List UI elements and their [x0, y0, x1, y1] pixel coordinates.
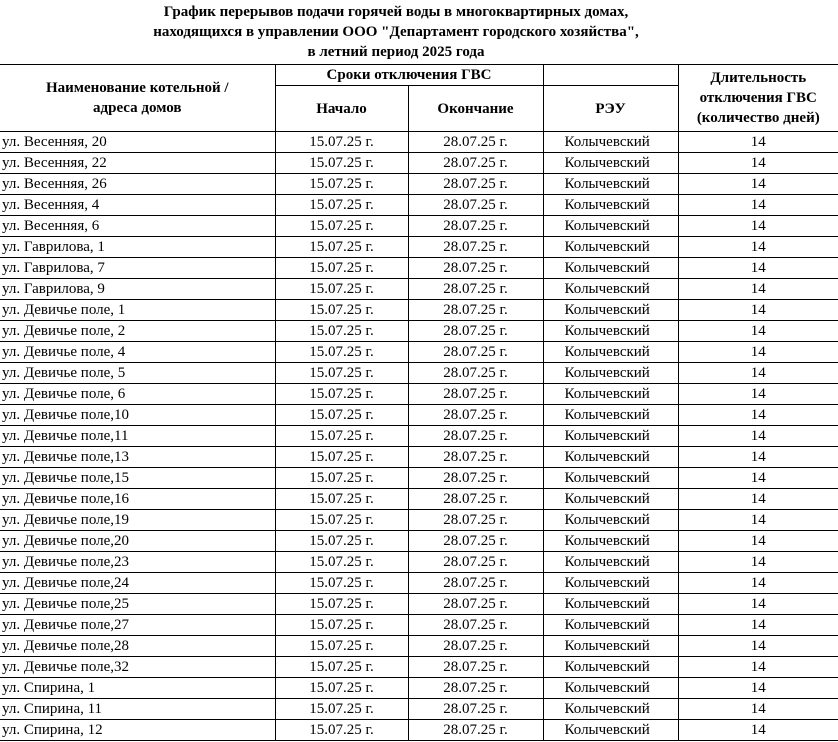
start-date-cell: 15.07.25 г.	[275, 615, 408, 636]
end-date-cell: 28.07.25 г.	[408, 531, 543, 552]
address-cell: ул. Девичье поле,20	[0, 531, 275, 552]
address-cell: ул. Девичье поле,16	[0, 489, 275, 510]
end-date-cell: 28.07.25 г.	[408, 300, 543, 321]
duration-cell: 14	[678, 384, 838, 405]
reu-cell: Колычевский	[543, 216, 678, 237]
duration-cell: 14	[678, 573, 838, 594]
reu-cell: Колычевский	[543, 699, 678, 720]
address-cell: ул. Гаврилова, 7	[0, 258, 275, 279]
end-date-cell: 28.07.25 г.	[408, 426, 543, 447]
duration-cell: 14	[678, 153, 838, 174]
start-date-cell: 15.07.25 г.	[275, 426, 408, 447]
end-date-cell: 28.07.25 г.	[408, 573, 543, 594]
duration-cell: 14	[678, 636, 838, 657]
reu-cell: Колычевский	[543, 636, 678, 657]
header-end: Окончание	[408, 86, 543, 132]
address-cell: ул. Девичье поле, 1	[0, 300, 275, 321]
end-date-cell: 28.07.25 г.	[408, 552, 543, 573]
address-cell: ул. Спирина, 1	[0, 678, 275, 699]
table-row	[0, 678, 838, 699]
duration-cell: 14	[678, 216, 838, 237]
start-date-cell: 15.07.25 г.	[275, 489, 408, 510]
title-line-3: в летний период 2025 года	[307, 44, 485, 60]
reu-cell: Колычевский	[543, 363, 678, 384]
table-row	[0, 489, 838, 510]
header-duration-line-1: Длительность	[710, 70, 807, 86]
end-date-cell: 28.07.25 г.	[408, 153, 543, 174]
duration-cell: 14	[678, 300, 838, 321]
end-date-cell: 28.07.25 г.	[408, 174, 543, 195]
end-date-cell: 28.07.25 г.	[408, 384, 543, 405]
header-start: Начало	[275, 86, 408, 132]
address-cell: ул. Весенняя, 6	[0, 216, 275, 237]
start-date-cell: 15.07.25 г.	[275, 405, 408, 426]
table-row	[0, 258, 838, 279]
reu-cell: Колычевский	[543, 510, 678, 531]
address-cell: ул. Спирина, 12	[0, 720, 275, 741]
end-date-cell: 28.07.25 г.	[408, 468, 543, 489]
reu-cell: Колычевский	[543, 258, 678, 279]
document-title	[0, 0, 792, 62]
table-row	[0, 237, 838, 258]
start-date-cell: 15.07.25 г.	[275, 720, 408, 741]
header-duration	[678, 65, 838, 132]
duration-cell: 14	[678, 342, 838, 363]
table-row	[0, 426, 838, 447]
table-row	[0, 300, 838, 321]
reu-cell: Колычевский	[543, 552, 678, 573]
reu-cell: Колычевский	[543, 195, 678, 216]
end-date-cell: 28.07.25 г.	[408, 699, 543, 720]
duration-cell: 14	[678, 237, 838, 258]
header-name-line-1: Наименование котельной /	[45, 80, 229, 96]
end-date-cell: 28.07.25 г.	[408, 594, 543, 615]
table-row	[0, 132, 838, 153]
end-date-cell: 28.07.25 г.	[408, 615, 543, 636]
header-duration-line-3: (количество дней)	[696, 110, 820, 126]
header-name-line-2: адреса домов	[93, 100, 182, 116]
address-cell: ул. Девичье поле,25	[0, 594, 275, 615]
start-date-cell: 15.07.25 г.	[275, 321, 408, 342]
reu-cell: Колычевский	[543, 594, 678, 615]
reu-cell: Колычевский	[543, 531, 678, 552]
reu-cell: Колычевский	[543, 279, 678, 300]
start-date-cell: 15.07.25 г.	[275, 447, 408, 468]
end-date-cell: 28.07.25 г.	[408, 321, 543, 342]
table-row	[0, 531, 838, 552]
duration-cell: 14	[678, 426, 838, 447]
reu-cell: Колычевский	[543, 237, 678, 258]
address-cell: ул. Девичье поле,11	[0, 426, 275, 447]
address-cell: ул. Спирина, 11	[0, 699, 275, 720]
table-row	[0, 573, 838, 594]
start-date-cell: 15.07.25 г.	[275, 153, 408, 174]
address-cell: ул. Девичье поле, 6	[0, 384, 275, 405]
address-cell: ул. Девичье поле,10	[0, 405, 275, 426]
end-date-cell: 28.07.25 г.	[408, 195, 543, 216]
start-date-cell: 15.07.25 г.	[275, 216, 408, 237]
address-cell: ул. Девичье поле,27	[0, 615, 275, 636]
duration-cell: 14	[678, 405, 838, 426]
reu-cell: Колычевский	[543, 678, 678, 699]
address-cell: ул. Девичье поле,15	[0, 468, 275, 489]
end-date-cell: 28.07.25 г.	[408, 489, 543, 510]
start-date-cell: 15.07.25 г.	[275, 258, 408, 279]
duration-cell: 14	[678, 321, 838, 342]
address-cell: ул. Гаврилова, 1	[0, 237, 275, 258]
table-row	[0, 510, 838, 531]
duration-cell: 14	[678, 678, 838, 699]
start-date-cell: 15.07.25 г.	[275, 384, 408, 405]
end-date-cell: 28.07.25 г.	[408, 720, 543, 741]
duration-cell: 14	[678, 195, 838, 216]
end-date-cell: 28.07.25 г.	[408, 216, 543, 237]
duration-cell: 14	[678, 447, 838, 468]
reu-cell: Колычевский	[543, 174, 678, 195]
end-date-cell: 28.07.25 г.	[408, 636, 543, 657]
start-date-cell: 15.07.25 г.	[275, 174, 408, 195]
table-row	[0, 279, 838, 300]
end-date-cell: 28.07.25 г.	[408, 678, 543, 699]
reu-cell: Колычевский	[543, 321, 678, 342]
address-cell: ул. Весенняя, 20	[0, 132, 275, 153]
start-date-cell: 15.07.25 г.	[275, 132, 408, 153]
duration-cell: 14	[678, 594, 838, 615]
table-row	[0, 552, 838, 573]
duration-cell: 14	[678, 552, 838, 573]
start-date-cell: 15.07.25 г.	[275, 237, 408, 258]
duration-cell: 14	[678, 489, 838, 510]
reu-cell: Колычевский	[543, 447, 678, 468]
table-row	[0, 447, 838, 468]
address-cell: ул. Девичье поле,19	[0, 510, 275, 531]
address-cell: ул. Девичье поле, 2	[0, 321, 275, 342]
end-date-cell: 28.07.25 г.	[408, 342, 543, 363]
reu-cell: Колычевский	[543, 615, 678, 636]
reu-cell: Колычевский	[543, 132, 678, 153]
start-date-cell: 15.07.25 г.	[275, 300, 408, 321]
reu-cell: Колычевский	[543, 405, 678, 426]
start-date-cell: 15.07.25 г.	[275, 636, 408, 657]
start-date-cell: 15.07.25 г.	[275, 279, 408, 300]
header-blank	[543, 65, 678, 86]
end-date-cell: 28.07.25 г.	[408, 132, 543, 153]
address-cell: ул. Девичье поле,32	[0, 657, 275, 678]
reu-cell: Колычевский	[543, 426, 678, 447]
address-cell: ул. Девичье поле, 5	[0, 363, 275, 384]
start-date-cell: 15.07.25 г.	[275, 552, 408, 573]
duration-cell: 14	[678, 279, 838, 300]
schedule-table	[0, 64, 838, 741]
header-name	[0, 65, 275, 132]
end-date-cell: 28.07.25 г.	[408, 405, 543, 426]
table-row	[0, 636, 838, 657]
end-date-cell: 28.07.25 г.	[408, 363, 543, 384]
title-line-2: находящихся в управлении ООО "Департамент городского хозяйства",	[153, 24, 639, 40]
reu-cell: Колычевский	[543, 384, 678, 405]
address-cell: ул. Девичье поле,23	[0, 552, 275, 573]
table-row	[0, 321, 838, 342]
header-reu: РЭУ	[543, 86, 678, 132]
table-row	[0, 384, 838, 405]
address-cell: ул. Весенняя, 4	[0, 195, 275, 216]
start-date-cell: 15.07.25 г.	[275, 531, 408, 552]
reu-cell: Колычевский	[543, 720, 678, 741]
duration-cell: 14	[678, 657, 838, 678]
header-sroki: Сроки отключения ГВС	[275, 65, 543, 86]
start-date-cell: 15.07.25 г.	[275, 342, 408, 363]
start-date-cell: 15.07.25 г.	[275, 657, 408, 678]
address-cell: ул. Девичье поле, 4	[0, 342, 275, 363]
start-date-cell: 15.07.25 г.	[275, 468, 408, 489]
duration-cell: 14	[678, 174, 838, 195]
end-date-cell: 28.07.25 г.	[408, 237, 543, 258]
start-date-cell: 15.07.25 г.	[275, 594, 408, 615]
reu-cell: Колычевский	[543, 153, 678, 174]
start-date-cell: 15.07.25 г.	[275, 363, 408, 384]
address-cell: ул. Весенняя, 26	[0, 174, 275, 195]
table-row	[0, 216, 838, 237]
reu-cell: Колычевский	[543, 300, 678, 321]
address-cell: ул. Девичье поле,13	[0, 447, 275, 468]
header-duration-line-2: отключения ГВС	[699, 90, 817, 106]
table-row	[0, 195, 838, 216]
table-row	[0, 405, 838, 426]
address-cell: ул. Девичье поле,28	[0, 636, 275, 657]
duration-cell: 14	[678, 699, 838, 720]
address-cell: ул. Весенняя, 22	[0, 153, 275, 174]
duration-cell: 14	[678, 132, 838, 153]
start-date-cell: 15.07.25 г.	[275, 195, 408, 216]
table-row	[0, 153, 838, 174]
reu-cell: Колычевский	[543, 573, 678, 594]
end-date-cell: 28.07.25 г.	[408, 258, 543, 279]
duration-cell: 14	[678, 510, 838, 531]
table-row	[0, 720, 838, 741]
duration-cell: 14	[678, 363, 838, 384]
table-row	[0, 594, 838, 615]
reu-cell: Колычевский	[543, 489, 678, 510]
start-date-cell: 15.07.25 г.	[275, 678, 408, 699]
reu-cell: Колычевский	[543, 657, 678, 678]
end-date-cell: 28.07.25 г.	[408, 447, 543, 468]
reu-cell: Колычевский	[543, 468, 678, 489]
duration-cell: 14	[678, 720, 838, 741]
duration-cell: 14	[678, 468, 838, 489]
duration-cell: 14	[678, 531, 838, 552]
reu-cell: Колычевский	[543, 342, 678, 363]
table-row	[0, 657, 838, 678]
table-row	[0, 363, 838, 384]
table-row	[0, 342, 838, 363]
table-row	[0, 174, 838, 195]
table-row	[0, 468, 838, 489]
table-row	[0, 699, 838, 720]
end-date-cell: 28.07.25 г.	[408, 279, 543, 300]
start-date-cell: 15.07.25 г.	[275, 510, 408, 531]
start-date-cell: 15.07.25 г.	[275, 573, 408, 594]
start-date-cell: 15.07.25 г.	[275, 699, 408, 720]
title-line-1: График перерывов подачи горячей воды в многоквартирных домах,	[163, 4, 629, 20]
end-date-cell: 28.07.25 г.	[408, 510, 543, 531]
duration-cell: 14	[678, 615, 838, 636]
end-date-cell: 28.07.25 г.	[408, 657, 543, 678]
address-cell: ул. Девичье поле,24	[0, 573, 275, 594]
table-body	[0, 132, 838, 741]
address-cell: ул. Гаврилова, 9	[0, 279, 275, 300]
duration-cell: 14	[678, 258, 838, 279]
table-row	[0, 615, 838, 636]
